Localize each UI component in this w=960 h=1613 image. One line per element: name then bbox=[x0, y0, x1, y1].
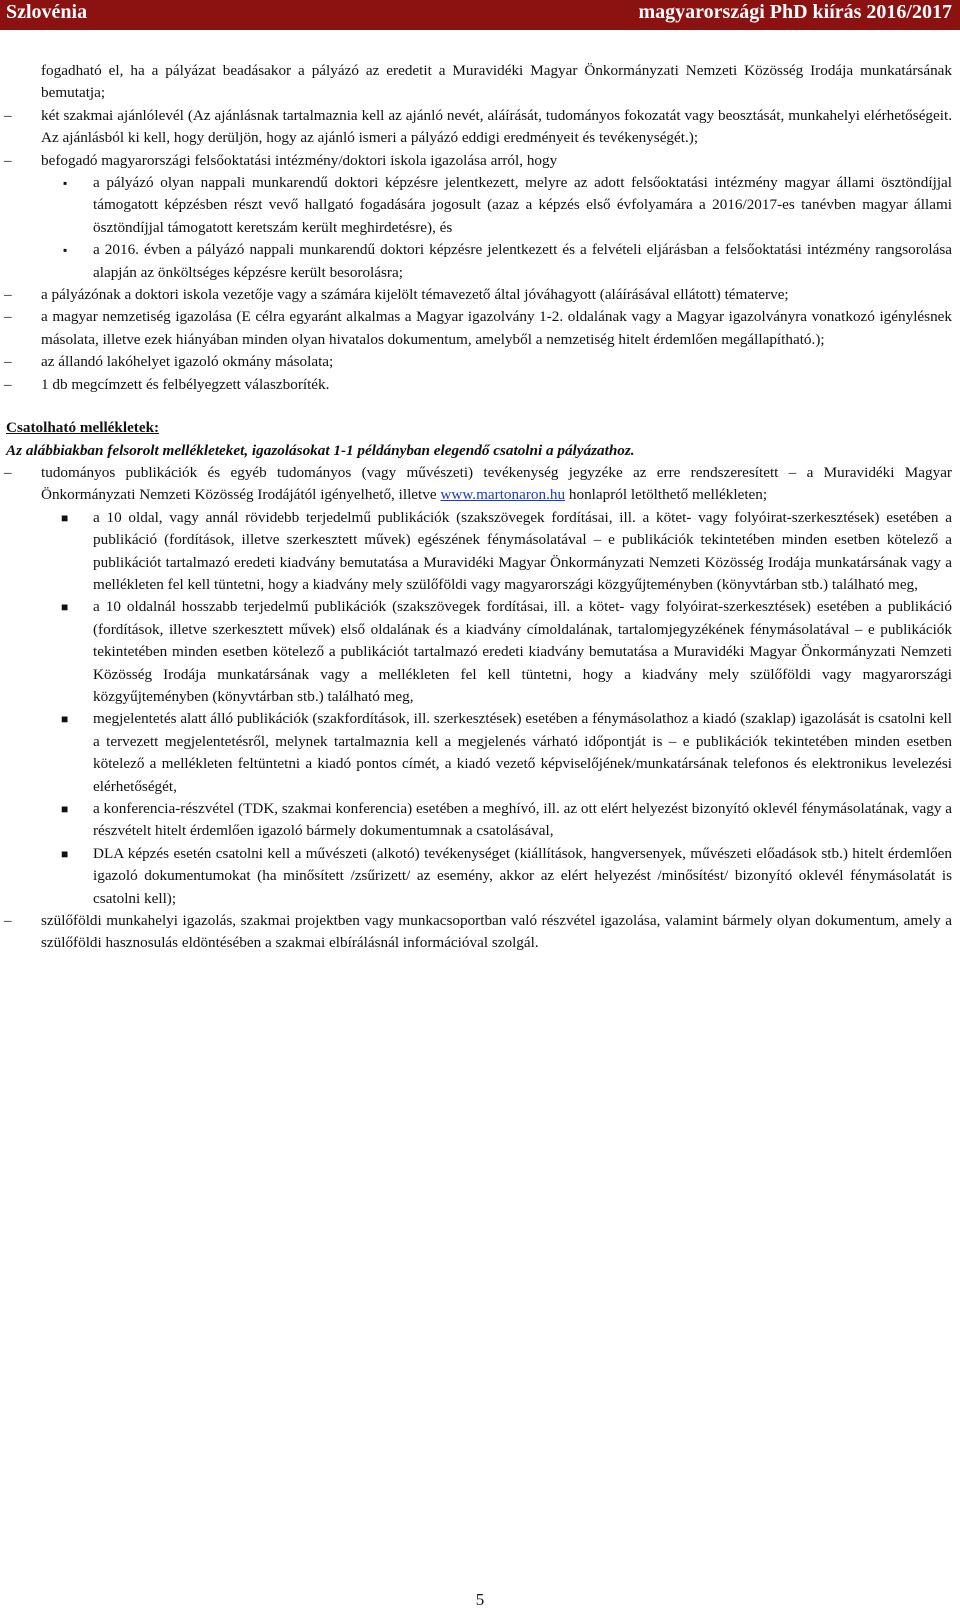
square-bullet-icon: ▪ bbox=[63, 243, 68, 258]
dash-bullet-icon: – bbox=[4, 286, 12, 304]
list-item-publications bbox=[0, 462, 960, 507]
list-item-nationality bbox=[0, 306, 960, 351]
list-item-envelope bbox=[0, 374, 960, 396]
header-country: Szlovénia bbox=[6, 1, 88, 23]
sub-list-item bbox=[0, 507, 960, 597]
section-spacer bbox=[0, 396, 960, 417]
list-item-text: két szakmai ajánlólevél (Az ajánlásnak tartalmaznia kell az ajánló nevét, aláírását, tudományos fokozatát vagy beosztását, munkahelyi elérhetőségeit. Az ajánlásból ki kell, hogy derüljön, hogy az ajánló ismeri a pályázó eddigi eredményeit és tevékenységét.); bbox=[41, 106, 952, 147]
list-item-host-institution bbox=[0, 150, 960, 172]
list-item-recommendation bbox=[0, 105, 960, 150]
list-item-topic-plan bbox=[0, 284, 960, 306]
page-number: 5 bbox=[475, 1590, 485, 1609]
list-item-continuation bbox=[0, 60, 960, 105]
list-item-residence bbox=[0, 351, 960, 373]
sub-list-item-text: a 10 oldal, vagy annál rövidebb terjedelmű publikációk (szakszövegek fordításai, ill. a kötet- vagy folyóirat-szerkesztések) esetében a publikáció (fordítások, illetve szerkesztett művek) egészének fénymásolatával – e publikációk tekintetében minden esetben kötelező a publikációt tartalmazó eredeti kiadvány bemutatása a Muravidéki Magyar Önkormányzati Nemzeti Közösség Irodája munkatársának vagy a mellékleten fel kell tüntetni, hogy a kiadvány mely szülőföldi vagy magyarországi közgyűjteményben (könyvtárban stb.) található meg, bbox=[93, 508, 952, 593]
sub-list-item bbox=[0, 843, 960, 910]
sub-list-item bbox=[0, 172, 960, 239]
sub-list-item bbox=[0, 239, 960, 284]
sub-list-item-text: a pályázó olyan nappali munkarendű doktori képzésre jelentkezett, melyre az adott felsőoktatási intézmény magyar állami ösztöndíjjal támogatott képzésben részt vevő hallgató fogadására jogosult (azaz a képzés első évfolyamára a 2016/2017-es tanévben magyar állami ösztöndíjjal támogatott keretszám került meghirdetésre), és bbox=[93, 174, 952, 236]
list-item-text: a magyar nemzetiség igazolása (E célra egyaránt alkalmas a Magyar igazolvány 1-2. oldalának vagy a Magyar igazolványra vonatkozó igénylésnek másolata, illetve ezek hiányában minden olyan hivatalos dokumentum, amelyből a nemzetiség hitelt érdemlően megállapítható.); bbox=[41, 308, 952, 348]
dash-bullet-icon: – bbox=[4, 106, 12, 124]
sub-list-item-text: megjelentetés alatt álló publikációk (szakfordítások, ill. szerkesztések) esetében a fénymásolathoz a kiadó (szaklap) igazolását is csatolni kell a tervezett megjelentetésről, melynek tartalmaznia kell a megjelenés várható időpontját is – e publikációk tekintetében minden esetben kötelező a mellékleten feltüntetni a kiadó pontos címét, a kiadó vezető képviselőjének/munkatársának telefonos és elektronikus levelezési elérhetőségét, bbox=[93, 710, 952, 795]
dash-bullet-icon: – bbox=[4, 912, 12, 930]
list-item-text: tudományos publikációk és egyéb tudományos (vagy művészeti) tevékenység jegyzéke az erre rendszeresített – a Muravidéki Magyar Önkormányzati Nemzeti Közösség Irodájától igényelhető, illetve bbox=[41, 463, 952, 504]
list-item-text: fogadható el, ha a pályázat beadásakor a pályázó az eredetit a Muravidéki Magyar Önkormányzati Nemzeti Közösség Irodája munkatársának bemutatja; bbox=[41, 62, 952, 102]
sub-list-item-text: a 2016. évben a pályázó nappali munkarendű doktori képzésre jelentkezett és a felvételi eljárásban a felsőoktatási intézmény rangsorolása alapján az önköltséges képzésre került besorolásra; bbox=[93, 241, 952, 281]
sub-list-item bbox=[0, 708, 960, 798]
list-item-text: szülőföldi munkahelyi igazolás, szakmai projektben vagy munkacsoportban való részvétel igazolása, valamint bármely olyan dokumentum, amely a szülőföldi hasznosulás eldöntésében a szakmai elbírálásnál információval szolgál. bbox=[41, 912, 952, 952]
sub-list-item bbox=[0, 798, 960, 843]
square-bullet-icon: ■ bbox=[61, 802, 69, 816]
header-call-title: magyarországi PhD kiírás 2016/2017 bbox=[638, 1, 952, 23]
attachments-subheading: Az alábbiakban felsorolt mellékleteket, igazolásokat 1-1 példányban elegendő csatolni a pályázathoz. bbox=[6, 441, 635, 459]
dash-bullet-icon: – bbox=[4, 308, 12, 326]
square-bullet-icon: ▪ bbox=[63, 176, 68, 191]
dash-bullet-icon: – bbox=[4, 353, 12, 371]
list-item-text: honlapról letölthető mellékleten; bbox=[568, 486, 768, 504]
sub-list-item-text: DLA képzés esetén csatolni kell a művészeti (alkotó) tevékenységet (kiállítások, hangversenyek, művészeti előadások stb.) hitelt érdemlően igazoló dokumentumokat (ha minősített /zsűrizett/ az esemény, akkor az elért helyezést /minősítést/ bizonyító oklevél fénymásolatát is csatolni kell); bbox=[93, 844, 952, 907]
sub-list-item-text: a konferencia-részvétel (TDK, szakmai konferencia) esetében a meghívó, ill. az ott elért helyezést bizonyító oklevél fénymásolatának, vagy a részvételt hitelt érdemlően igazoló bármely dokumentumnak a csatolásával, bbox=[93, 800, 952, 840]
square-bullet-icon: ■ bbox=[61, 600, 69, 615]
list-item-text: a pályázónak a doktori iskola vezetője vagy a számára kijelölt témavezető által jóváhagyott (aláírásával ellátott) tématerve; bbox=[41, 286, 789, 304]
sub-list-item bbox=[0, 596, 960, 708]
square-bullet-icon: ■ bbox=[61, 712, 69, 727]
document-body bbox=[0, 60, 960, 955]
dash-bullet-icon: – bbox=[4, 463, 12, 481]
page-header bbox=[0, 0, 960, 30]
list-item-text: az állandó lakóhelyet igazoló okmány másolata; bbox=[41, 353, 334, 371]
square-bullet-icon: ■ bbox=[61, 510, 69, 525]
list-item-workplace bbox=[0, 910, 960, 955]
website-link[interactable]: www.martonaron.hu bbox=[440, 486, 566, 504]
list-item-text: befogadó magyarországi felsőoktatási intézmény/doktori iskola igazolása arról, hogy bbox=[41, 151, 558, 169]
dash-bullet-icon: – bbox=[4, 375, 12, 393]
square-bullet-icon: ■ bbox=[61, 846, 69, 861]
attachments-heading: Csatolható mellékletek: bbox=[6, 419, 160, 437]
dash-bullet-icon: – bbox=[4, 151, 12, 169]
sub-list-item-text: a 10 oldalnál hosszabb terjedelmű publikációk (szakszövegek fordításai, ill. a kötet- vagy folyóirat-szerkesztések) esetében a publikáció (fordítások, illetve szerkesztett művek) első oldalának és a kiadvány címoldalának, tartalomjegyzékének fénymásolatával – e publikációk tekintetében minden esetben kötelező a publikációt tartalmazó eredeti kiadvány bemutatása a Muravidéki Magyar Önkormányzati Nemzeti Közösség Irodája munkatársának vagy a mellékleten fel kell tüntetni, hogy a kiadvány mely szülőföldi vagy magyarországi közgyűjteményben (könyvtárban stb.) található meg, bbox=[93, 598, 952, 705]
list-item-text: 1 db megcímzett és felbélyegzett válaszboríték. bbox=[41, 375, 330, 393]
